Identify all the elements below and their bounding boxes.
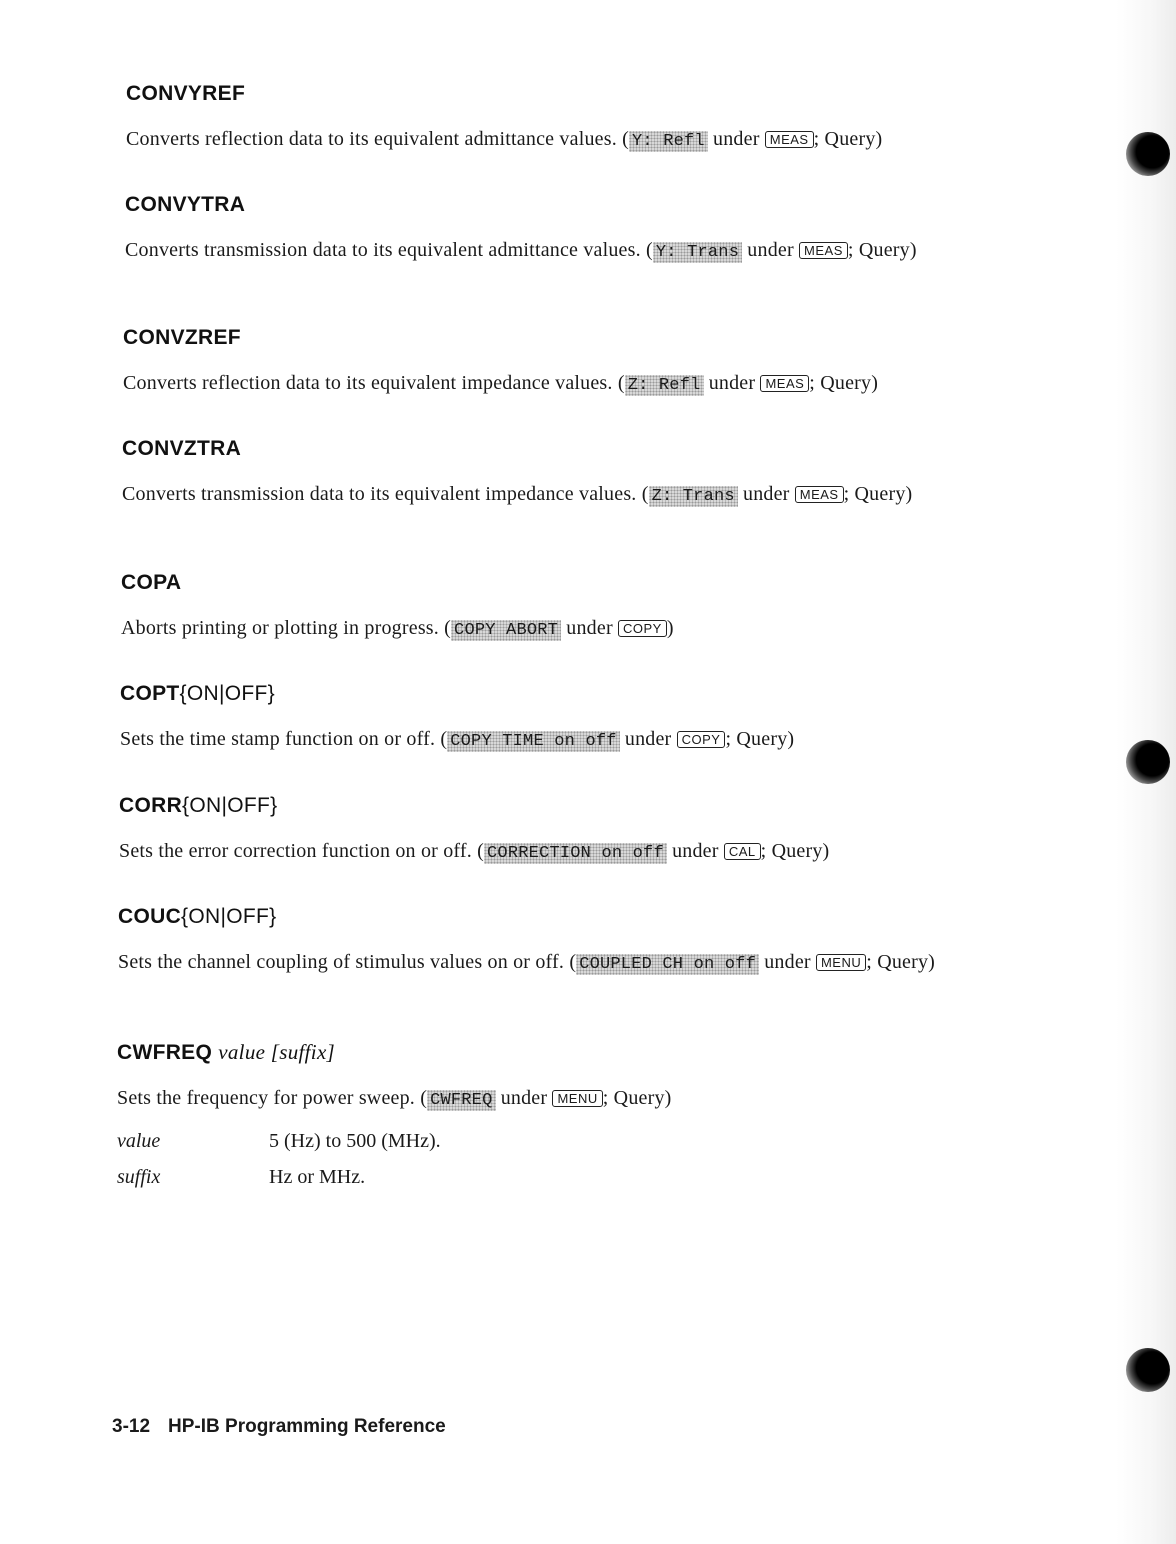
entry-convyref [126,82,1026,155]
binder-hole-middle [1126,740,1170,784]
param-name: value [117,1130,161,1152]
footer-title: HP-IB Programming Reference [168,1416,446,1437]
softkey-label: CWFREQ [427,1090,495,1111]
softkey-label: COPY ABORT [451,620,561,641]
softkey-label: CORRECTION on off [484,843,667,864]
command-heading: COUC{ON|OFF} [118,905,277,928]
softkey-label: Z: Trans [649,486,738,507]
command-heading: COPT{ON|OFF} [120,682,275,705]
command-heading: CONVZTRA [122,437,242,460]
entry-corr [119,794,1019,867]
entry-convzref [123,326,1023,399]
command-description: Converts transmission data to its equivalent impedance values. ( Z: Trans under MEAS ; Query) [122,483,913,506]
entry-copa [121,571,1021,644]
command-heading: CWFREQ value [suffix] [117,1040,336,1064]
hardkey-label: MENU [552,1090,602,1107]
softkey-label: Y: Trans [653,242,742,263]
command-heading: CONVZREF [123,326,241,349]
hardkey-label: COPY [677,731,726,748]
entry-copt [120,682,1020,755]
hardkey-label: CAL [724,843,761,860]
entry-convztra [122,437,1022,510]
entry-couc [118,905,1018,978]
hardkey-label: MEAS [765,131,814,148]
hardkey-label: COPY [618,620,667,637]
command-description: Sets the error correction function on or off. ( CORRECTION on off under CAL ; Query) [119,840,830,863]
entry-convytra [125,193,1025,266]
param-row [117,1164,1017,1190]
page-footer [112,1416,446,1438]
hardkey-label: MEAS [799,242,848,259]
command-description: Converts reflection data to its equivalent impedance values. ( Z: Refl under MEAS ; Query) [123,372,879,395]
param-text: Hz or MHz. [269,1166,366,1188]
command-description: Converts reflection data to its equivalent admittance values. ( Y: Refl under MEAS ; Query) [126,128,883,151]
command-heading: CORR{ON|OFF} [119,794,278,817]
softkey-label: COPY TIME on off [447,731,619,752]
binder-hole-bottom [1126,1348,1170,1392]
command-description: Converts transmission data to its equivalent admittance values. ( Y: Trans under MEAS ; Query) [125,239,917,262]
softkey-label: COUPLED CH on off [576,954,759,975]
softkey-label: Z: Refl [625,375,704,396]
command-description: Aborts printing or plotting in progress. ( COPY ABORT under COPY ) [121,617,674,640]
page-number: 3-12 [112,1416,151,1437]
command-heading: CONVYREF [126,82,246,105]
command-description: Sets the time stamp function on or off. ( COPY TIME on off under COPY ; Query) [120,728,795,751]
param-row [117,1128,1017,1154]
command-description: Sets the channel coupling of stimulus values on or off. ( COUPLED CH on off under MENU ; Query) [118,951,936,974]
param-name: suffix [117,1166,161,1188]
entry-cwfreq [117,1040,1017,1190]
param-text: 5 (Hz) to 500 (MHz). [269,1130,441,1152]
hardkey-label: MENU [816,954,866,971]
hardkey-label: MEAS [760,375,809,392]
command-heading: CONVYTRA [125,193,246,216]
hardkey-label: MEAS [795,486,844,503]
command-heading: COPA [121,571,182,594]
binder-hole-top [1126,132,1170,176]
command-description: Sets the frequency for power sweep. ( CWFREQ under MENU ; Query) [117,1087,672,1110]
softkey-label: Y: Refl [629,131,708,152]
